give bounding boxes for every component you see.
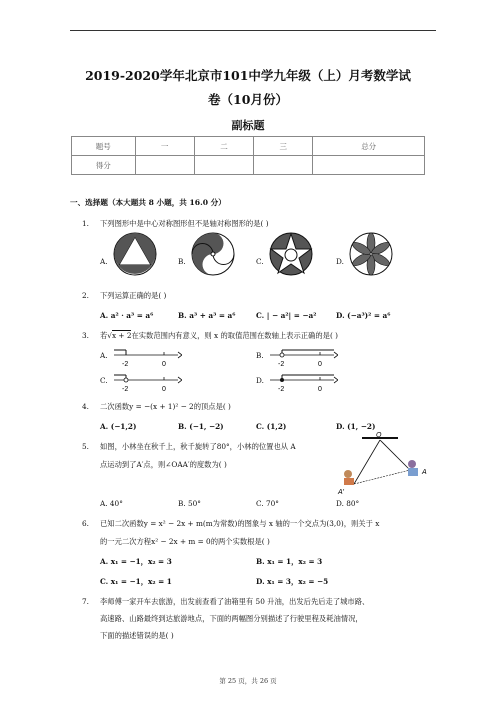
number-line-b xyxy=(268,347,338,369)
option-c: C. | − a²| = −a² xyxy=(256,311,317,320)
number-line-c xyxy=(112,372,182,394)
sqrt-sign: √ xyxy=(107,331,112,340)
axis-tick-label: 0 xyxy=(162,386,166,393)
question-stem: 二次函数y = −(x + 1)² − 2的顶点是( ) xyxy=(100,402,231,411)
score-cell[interactable] xyxy=(135,156,194,175)
axis-tick-label: -2 xyxy=(278,386,285,393)
question-stem-line2: 点运动到了A′点，则∠OAA′的度数为( ) xyxy=(100,460,227,469)
axis-tick-label: 0 xyxy=(318,386,322,393)
question-stem xyxy=(100,331,338,341)
axis-tick-label: 0 xyxy=(162,361,166,368)
option-d: D. 80° xyxy=(336,499,360,508)
question-stem: 下列运算正确的是( ) xyxy=(100,291,167,300)
page-footer: 第 25 页，共 26 页 xyxy=(219,677,277,685)
section-title: 一、选择题（本大题共 8 小题，共 16.0 分） xyxy=(70,198,226,207)
figure-option-c xyxy=(268,231,314,277)
question-number: 5. xyxy=(82,442,89,451)
score-cell[interactable] xyxy=(313,156,425,175)
number-line-a xyxy=(112,347,182,369)
option-c: C. 70° xyxy=(256,499,279,508)
figure-label-o: O xyxy=(376,432,382,439)
figure-option-b xyxy=(190,231,236,277)
option-d: D. (1, −2) xyxy=(336,422,376,431)
option-label: D. xyxy=(256,376,264,385)
option-d: D. x₁ = 3，x₂ = −5 xyxy=(256,577,329,586)
option-label: D. xyxy=(336,257,344,266)
stem-prefix: 若 xyxy=(100,331,108,340)
score-cell: 一 xyxy=(135,137,194,156)
figure-label-a: A xyxy=(422,469,427,476)
option-a: A. x₁ = −1，x₂ = 3 xyxy=(100,557,172,566)
option-b: B. a³ + a³ = a⁶ xyxy=(178,311,236,320)
option-label: B. xyxy=(178,257,186,266)
score-cell[interactable] xyxy=(254,156,313,175)
score-table xyxy=(71,136,425,175)
figure-option-a xyxy=(112,231,158,277)
question-stem-line1: 已知二次函数y = x² − 2x + m(m为常数)的图象与 x 轴的一个交点为(3,0)，则关于 x xyxy=(100,519,380,528)
option-label: C. xyxy=(256,257,264,266)
score-cell: 二 xyxy=(194,137,253,156)
score-table-score-row xyxy=(72,156,425,175)
option-label: A. xyxy=(100,257,108,266)
question-number: 2. xyxy=(82,291,89,300)
question-number: 3. xyxy=(82,331,89,340)
question-number: 7. xyxy=(82,597,89,606)
question-stem-line3: 下面的描述错误的是( ) xyxy=(100,631,174,640)
question-stem-line2: 高速路、山路最终到达旅游地点，下面的两幅图分别描述了行驶里程及耗油情况， xyxy=(100,614,363,623)
question-stem: 下列图形中是中心对称图形但不是轴对称图形的是( ) xyxy=(100,219,269,228)
option-b: B. 50° xyxy=(178,499,201,508)
axis-tick-label: -2 xyxy=(122,361,129,368)
axis-tick-label: 0 xyxy=(318,361,322,368)
question-number: 4. xyxy=(82,402,89,411)
option-a: A. a² · a³ = a⁶ xyxy=(100,311,154,320)
score-cell: 题号 xyxy=(72,137,136,156)
swing-figure xyxy=(328,432,432,496)
option-d: D. (−a³)² = a⁶ xyxy=(336,311,391,320)
question-number: 6. xyxy=(82,519,89,528)
axis-tick-label: -2 xyxy=(122,386,129,393)
option-c: C. (1,2) xyxy=(256,422,287,431)
page-subtitle: 副标题 xyxy=(231,119,265,132)
option-label: C. xyxy=(100,376,108,385)
option-b: B. x₁ = 1，x₂ = 3 xyxy=(256,557,323,566)
axis-tick-label: -2 xyxy=(278,361,285,368)
question-stem-line1: 如图，小林坐在秋千上，秋千旋转了80°，小林的位置也从 A xyxy=(100,442,296,451)
option-a: A. 40° xyxy=(100,499,123,508)
option-a: A. (−1,2) xyxy=(100,422,137,431)
question-stem-line2: 的一元二次方程x² − 2x + m = 0的两个实数根是( ) xyxy=(100,537,270,546)
question-stem-line1: 李师傅一家开车去旅游，出发前查看了油箱里有 50 升油，出发后先后走了城市路、 xyxy=(100,597,370,606)
stem-suffix: 在实数范围内有意义，则 x 的取值范围在数轴上表示正确的是( ) xyxy=(131,331,338,340)
page-title-line1: 2019-2020学年北京市101中学九年级（上）月考数学试 xyxy=(85,68,411,83)
question-number: 1. xyxy=(82,219,89,228)
figure-label-a-prime: A′ xyxy=(338,489,344,496)
score-cell: 得分 xyxy=(72,156,136,175)
sqrt-radicand: x + 2 xyxy=(111,331,132,340)
option-c: C. x₁ = −1，x₂ = 1 xyxy=(100,577,172,586)
score-cell: 三 xyxy=(254,137,313,156)
option-label: A. xyxy=(100,351,108,360)
number-line-d xyxy=(268,372,338,394)
score-cell[interactable] xyxy=(194,156,253,175)
page-title-line2: 卷（10月份） xyxy=(208,92,288,107)
option-b: B. (−1, −2) xyxy=(178,422,224,431)
score-cell: 总分 xyxy=(313,137,425,156)
option-label: B. xyxy=(256,351,264,360)
score-table-header-row xyxy=(72,137,425,156)
figure-option-d xyxy=(348,231,394,277)
header-rule xyxy=(70,30,436,31)
